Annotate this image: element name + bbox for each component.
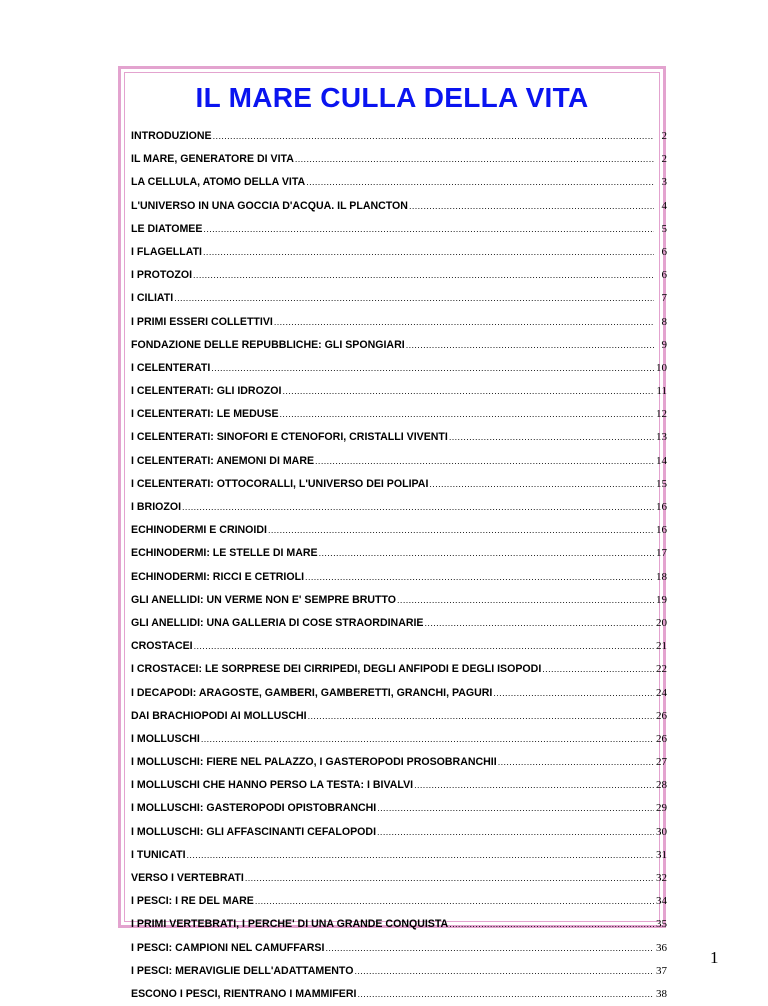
toc-dot-leader (182, 496, 654, 519)
toc-entry[interactable] (131, 426, 667, 449)
toc-entry-title: I MOLLUSCHI CHE HANNO PERSO LA TESTA: I BIVALVI (131, 779, 414, 792)
toc-dot-leader (449, 426, 654, 449)
toc-dot-leader (201, 728, 654, 751)
toc-dot-leader (187, 844, 654, 867)
toc-entry-title: I FLAGELLATI (131, 245, 203, 258)
toc-entry[interactable] (131, 148, 667, 171)
toc-entry[interactable] (131, 658, 667, 681)
toc-entry-title: I CELENTERATI: SINOFORI E CTENOFORI, CRISTALLI VIVENTI (131, 431, 448, 444)
toc-entry-title: ESCONO I PESCI, RIENTRANO I MAMMIFERI (131, 987, 357, 1000)
toc-entry[interactable] (131, 241, 667, 264)
toc-dot-leader (542, 658, 654, 681)
toc-entry-title: I TUNICATI (131, 848, 186, 861)
toc-entry-page: 36 (656, 941, 667, 954)
toc-entry[interactable] (131, 913, 667, 936)
toc-dot-leader (174, 287, 654, 310)
toc-entry[interactable] (131, 450, 667, 473)
toc-entry-title: I MOLLUSCHI: GLI AFFASCINANTI CEFALOPODI (131, 825, 377, 838)
toc-entry-page: 16 (656, 501, 667, 513)
toc-entry[interactable] (131, 566, 667, 589)
toc-dot-leader (377, 821, 654, 844)
toc-entry[interactable] (131, 844, 667, 867)
document-title: IL MARE CULLA DELLA VITA (195, 82, 589, 113)
toc-dot-leader (306, 171, 654, 194)
toc-dot-leader (357, 983, 654, 1006)
toc-dot-leader (429, 473, 654, 496)
toc-entry-title: I PROTOZOI (131, 269, 193, 282)
toc-dot-leader (203, 218, 654, 241)
toc-entry-title: VERSO I VERTEBRATI (131, 872, 244, 884)
toc-entry-page: 15 (656, 477, 667, 490)
toc-entry-title: L'UNIVERSO IN UNA GOCCIA D'ACQUA. IL PLANCTON (131, 199, 408, 212)
table-of-contents (131, 125, 667, 1006)
toc-entry-page: 38 (656, 987, 667, 1000)
page-number: 1 (710, 948, 719, 967)
toc-dot-leader (315, 450, 654, 473)
toc-entry[interactable] (131, 751, 667, 774)
toc-entry-page: 29 (656, 802, 667, 815)
toc-dot-leader (319, 542, 654, 565)
toc-entry[interactable] (131, 728, 667, 751)
toc-entry[interactable] (131, 218, 667, 241)
toc-dot-leader (213, 125, 654, 148)
toc-entry[interactable] (131, 287, 667, 310)
toc-dot-leader (449, 913, 654, 936)
toc-entry[interactable] (131, 937, 667, 960)
toc-entry-page: 2 (661, 153, 667, 166)
toc-entry-title: I PESCI: I RE DEL MARE (131, 895, 254, 908)
toc-dot-leader (203, 241, 654, 264)
toc-entry-page: 6 (661, 269, 667, 282)
toc-entry-title: CROSTACEI (131, 640, 193, 653)
toc-entry-title: ECHINODERMI: LE STELLE DI MARE (131, 547, 318, 560)
toc-entry-page: 22 (656, 663, 667, 676)
toc-entry-title: DAI BRACHIOPODI AI MOLLUSCHI (131, 709, 307, 722)
toc-entry-page: 20 (656, 616, 667, 629)
toc-entry-page: 21 (656, 640, 667, 653)
toc-dot-leader (425, 612, 654, 635)
toc-entry[interactable] (131, 195, 667, 218)
toc-entry-title: I MOLLUSCHI: GASTEROPODI OPISTOBRANCHI (131, 802, 377, 815)
toc-entry-title: I CROSTACEI: LE SORPRESE DEI CIRRIPEDI, DEGLI ANFIPODI E DEGLI ISOPODI (131, 663, 542, 676)
toc-entry-page: 10 (656, 361, 667, 374)
toc-entry-page: 27 (656, 756, 667, 769)
toc-dot-leader (493, 682, 654, 705)
toc-entry[interactable] (131, 542, 667, 565)
toc-entry[interactable] (131, 635, 667, 658)
toc-dot-leader (377, 797, 654, 820)
toc-entry-title: I DECAPODI: ARAGOSTE, GAMBERI, GAMBERETTI, GRANCHI, PAGURI (131, 686, 493, 699)
toc-entry[interactable] (131, 380, 667, 403)
toc-entry-title: ECHINODERMI: RICCI E CETRIOLI (131, 570, 305, 583)
toc-entry-page: 7 (661, 292, 667, 305)
toc-dot-leader (354, 960, 654, 983)
toc-entry-page: 32 (656, 872, 667, 884)
toc-entry-title: INTRODUZIONE (131, 130, 212, 142)
toc-entry-title: I CELENTERATI (131, 361, 211, 374)
toc-dot-leader (305, 566, 654, 589)
toc-entry-page: 19 (656, 593, 667, 606)
toc-entry-title: I CELENTERATI: ANEMONI DI MARE (131, 454, 315, 467)
toc-dot-leader (255, 890, 654, 913)
toc-dot-leader (245, 867, 654, 890)
toc-dot-leader (325, 937, 654, 960)
toc-entry[interactable] (131, 612, 667, 635)
toc-entry-page: 8 (661, 315, 667, 328)
toc-dot-leader (211, 357, 654, 380)
toc-entry[interactable] (131, 797, 667, 820)
toc-entry[interactable] (131, 125, 667, 148)
toc-dot-leader (409, 195, 654, 218)
toc-entry-page: 14 (656, 454, 667, 467)
toc-entry[interactable] (131, 867, 667, 890)
toc-dot-leader (295, 148, 654, 171)
toc-entry[interactable] (131, 519, 667, 542)
toc-entry-page: 28 (656, 779, 667, 792)
toc-dot-leader (282, 380, 654, 403)
toc-dot-leader (194, 635, 654, 658)
toc-dot-leader (274, 311, 654, 334)
toc-entry-title: LE DIATOMEE (131, 222, 203, 235)
toc-entry[interactable] (131, 171, 667, 194)
toc-dot-leader (193, 264, 654, 287)
toc-dot-leader (280, 403, 654, 426)
toc-entry[interactable] (131, 589, 667, 612)
toc-entry[interactable] (131, 311, 667, 334)
toc-entry-page: 37 (656, 964, 667, 977)
toc-entry-page: 2 (661, 130, 667, 142)
toc-entry[interactable] (131, 682, 667, 705)
toc-entry-title: I BRIOZOI (131, 501, 182, 513)
toc-entry[interactable] (131, 960, 667, 983)
toc-entry-page: 6 (661, 245, 667, 258)
toc-entry-title: I PESCI: MERAVIGLIE DELL'ADATTAMENTO (131, 964, 354, 977)
toc-entry-page: 12 (656, 408, 667, 421)
toc-entry-page: 31 (656, 848, 667, 861)
toc-entry-title: I CILIATI (131, 292, 174, 305)
toc-entry-page: 16 (656, 524, 667, 537)
toc-entry-page: 13 (656, 431, 667, 444)
toc-entry-page: 26 (656, 732, 667, 745)
toc-entry-title: I MOLLUSCHI (131, 732, 200, 745)
toc-entry-page: 4 (661, 199, 667, 212)
toc-entry[interactable] (131, 705, 667, 728)
toc-entry-title: I CELENTERATI: GLI IDROZOI (131, 385, 282, 398)
toc-entry[interactable] (131, 774, 667, 797)
toc-entry-page: 24 (656, 686, 667, 699)
toc-entry-page: 30 (656, 825, 667, 838)
toc-entry-page: 11 (656, 385, 667, 398)
toc-entry-title: I MOLLUSCHI: FIERE NEL PALAZZO, I GASTEROPODI PROSOBRANCHII (131, 756, 497, 769)
toc-entry-title: ECHINODERMI E CRINOIDI (131, 524, 267, 537)
toc-entry-title: FONDAZIONE DELLE REPUBBLICHE: GLI SPONGIARI (131, 338, 405, 351)
toc-dot-leader (406, 334, 654, 357)
toc-entry-title: GLI ANELLIDI: UNA GALLERIA DI COSE STRAORDINARIE (131, 616, 424, 629)
toc-entry[interactable] (131, 334, 667, 357)
toc-entry-page: 5 (661, 222, 667, 235)
toc-entry-title: I CELENTERATI: OTTOCORALLI, L'UNIVERSO DEI POLIPAI (131, 477, 429, 490)
toc-entry-page: 35 (656, 918, 667, 931)
toc-entry-page: 17 (656, 547, 667, 560)
toc-entry-title: IL MARE, GENERATORE DI VITA (131, 153, 294, 166)
toc-entry[interactable] (131, 496, 667, 519)
toc-dot-leader (498, 751, 654, 774)
toc-dot-leader (308, 705, 654, 728)
toc-dot-leader (397, 589, 654, 612)
toc-entry-page: 3 (661, 176, 667, 189)
toc-entry-page: 34 (656, 895, 667, 908)
toc-entry-title: GLI ANELLIDI: UN VERME NON E' SEMPRE BRUTTO (131, 593, 397, 606)
toc-entry-page: 26 (656, 709, 667, 722)
toc-entry[interactable] (131, 357, 667, 380)
toc-entry[interactable] (131, 983, 667, 1006)
toc-entry[interactable] (131, 264, 667, 287)
toc-entry[interactable] (131, 403, 667, 426)
toc-entry-title: I PRIMI VERTEBRATI, I PERCHE' DI UNA GRANDE CONQUISTA (131, 918, 449, 931)
toc-entry-page: 18 (656, 570, 667, 583)
toc-dot-leader (268, 519, 654, 542)
toc-entry-title: LA CELLULA, ATOMO DELLA VITA (131, 176, 306, 189)
toc-entry-page: 9 (661, 338, 667, 351)
toc-entry[interactable] (131, 821, 667, 844)
toc-entry[interactable] (131, 473, 667, 496)
toc-dot-leader (414, 774, 654, 797)
toc-entry[interactable] (131, 890, 667, 913)
toc-entry-title: I PRIMI ESSERI COLLETTIVI (131, 315, 273, 328)
toc-entry-title: I PESCI: CAMPIONI NEL CAMUFFARSI (131, 941, 325, 954)
toc-entry-title: I CELENTERATI: LE MEDUSE (131, 408, 279, 421)
